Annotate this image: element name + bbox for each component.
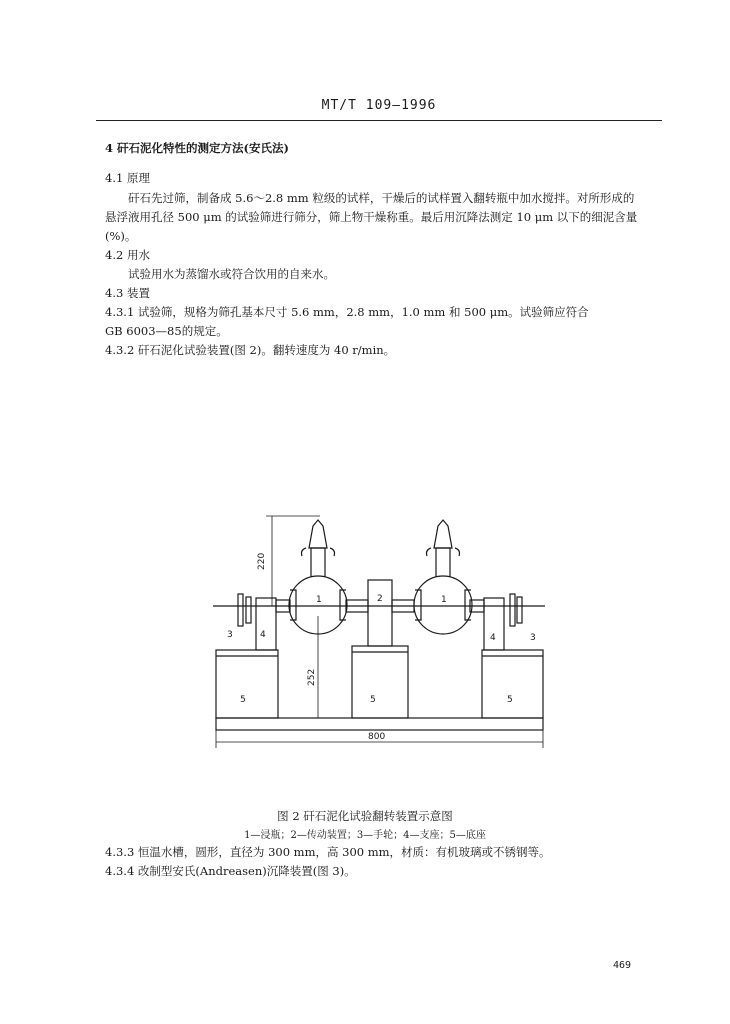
section-4-1-para-line-3: (%)。 [105, 229, 137, 243]
figure-legend: 1—浸瓶；2—传动装置；3—手轮；4—支座；5—底座 [244, 830, 486, 841]
flask-left-stopper [309, 520, 327, 548]
section-4-3-1-line-2: GB 6003—85的规定。 [105, 324, 228, 338]
standard-code-header: MT/T 109—1996 [321, 98, 437, 113]
label-1-right: 1 [441, 595, 447, 605]
section-4-3-4-para: 4.3.4 改制型安氏(Andreasen)沉降装置(图 3)。 [105, 864, 356, 878]
label-5-left: 5 [240, 695, 246, 705]
dim-label-800: 800 [368, 732, 386, 742]
base-right [482, 650, 543, 718]
section-4-1-para-line-2: 悬浮液用孔径 500 μm 的试验筛进行筛分，筛上物干燥称重。最后用沉降法测定 10 μm 以下的细泥含量 [105, 210, 638, 224]
hand-wheel-right [510, 594, 515, 626]
section-4-title: 4 矸石泥化特性的测定方法(安氏法) [105, 141, 289, 155]
ground-bed [216, 718, 543, 730]
flask-right-stopper [434, 520, 452, 548]
base-center [352, 646, 408, 718]
section-4-1-title: 4.1 原理 [105, 171, 150, 185]
dim-label-220: 220 [257, 552, 267, 570]
label-4-right: 4 [490, 633, 496, 643]
label-3-left: 3 [227, 630, 233, 640]
section-4-3-2-para: 4.3.2 矸石泥化试验装置(图 2)。翻转速度为 40 r/min。 [105, 343, 396, 357]
label-3-right: 3 [530, 633, 536, 643]
label-2: 2 [377, 594, 383, 604]
label-5-center: 5 [370, 695, 376, 705]
hand-wheel-left [238, 594, 243, 626]
flask-right-body [414, 576, 472, 634]
section-4-3-3-para: 4.3.3 恒温水槽，圆形，直径为 300 mm，高 300 mm，材质：有机玻璃或不锈钢等。 [105, 845, 551, 859]
label-4-left: 4 [260, 630, 266, 640]
label-1-left: 1 [316, 595, 322, 605]
section-4-2-title: 4.2 用水 [105, 248, 150, 262]
page-number: 469 [613, 960, 632, 971]
base-left [216, 650, 278, 718]
section-4-1-para-line-1: 矸石先过筛，制备成 5.6～2.8 mm 粒级的试样，干燥后的试样置入翻转瓶中加水搅拌。对所形成的 [128, 191, 635, 205]
dim-label-252: 252 [307, 668, 317, 686]
section-4-3-title: 4.3 装置 [105, 286, 150, 300]
drive-unit [368, 580, 392, 646]
label-5-right: 5 [507, 695, 513, 705]
section-4-2-para: 试验用水为蒸馏水或符合饮用的自来水。 [128, 267, 335, 281]
section-4-3-1-line-1: 4.3.1 试验筛，规格为筛孔基本尺寸 5.6 mm，2.8 mm，1.0 mm 和 500 μm。试验筛应符合 [105, 305, 589, 319]
figure-caption: 图 2 矸石泥化试验翻转装置示意图 [277, 809, 453, 823]
